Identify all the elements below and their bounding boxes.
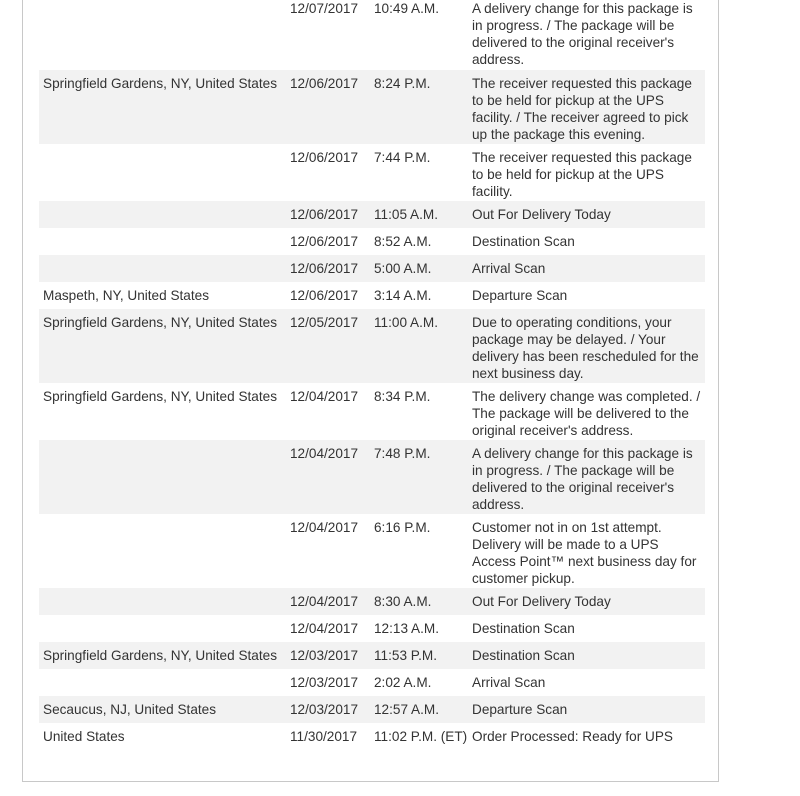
location-cell	[39, 588, 286, 615]
activity-cell: Order Processed: Ready for UPS	[472, 729, 673, 744]
location-cell: Springfield Gardens, NY, United States	[39, 70, 286, 144]
time-cell: 11:53 P.M.	[370, 642, 468, 669]
activity-cell: Arrival Scan	[468, 255, 705, 282]
date-cell: 12/04/2017	[290, 389, 359, 404]
location-cell	[39, 514, 286, 588]
date-cell: 12/03/2017	[286, 696, 370, 723]
date-cell: 12/04/2017	[290, 520, 359, 535]
date-cell: 12/06/2017	[286, 201, 370, 228]
activity-cell: Destination Scan	[472, 621, 575, 636]
date-cell: 12/06/2017	[286, 255, 370, 282]
time-cell: 11:05 A.M.	[370, 201, 468, 228]
activity-cell: The receiver requested this package to be held for pickup at the UPS facility.	[472, 150, 692, 199]
activity-cell: The delivery change was completed. / The package will be delivered to the original receiver's address.	[472, 389, 701, 438]
location-cell: Springfield Gardens, NY, United States	[39, 309, 286, 383]
activity-cell: Departure Scan	[472, 288, 568, 303]
table-row	[39, 0, 705, 70]
shipment-progress-table	[39, 0, 705, 750]
activity-cell: Destination Scan	[472, 234, 575, 249]
activity-cell: A delivery change for this package is in progress. / The package will be delivered to the original receiver's address.	[468, 440, 705, 514]
time-cell: 8:34 P.M.	[374, 389, 431, 404]
table-row	[39, 228, 705, 255]
date-cell: 12/03/2017	[290, 675, 359, 690]
activity-cell: Out For Delivery Today	[468, 588, 705, 615]
time-cell: 12:13 A.M.	[374, 621, 439, 636]
activity-cell: Departure Scan	[468, 696, 705, 723]
location-cell	[39, 615, 286, 642]
location-cell	[39, 440, 286, 514]
location-cell	[39, 144, 286, 201]
time-cell: 6:16 P.M.	[374, 520, 431, 535]
table-row	[39, 723, 705, 750]
date-cell: 12/04/2017	[290, 621, 359, 636]
date-cell: 12/04/2017	[286, 588, 370, 615]
date-cell: 12/06/2017	[290, 234, 359, 249]
date-cell: 12/04/2017	[286, 440, 370, 514]
location-cell	[39, 669, 286, 696]
location-cell	[39, 0, 286, 70]
time-cell: 7:48 P.M.	[370, 440, 468, 514]
date-cell: 12/05/2017	[286, 309, 370, 383]
activity-cell: Arrival Scan	[472, 675, 546, 690]
table-row	[39, 696, 705, 723]
date-cell: 12/06/2017	[290, 150, 359, 165]
table-row	[39, 309, 705, 383]
activity-cell: Customer not in on 1st attempt. Delivery will be made to a UPS Access Point™ next business day for customer pickup.	[472, 520, 697, 586]
time-cell: 8:52 A.M.	[374, 234, 432, 249]
date-cell: 12/06/2017	[290, 288, 359, 303]
time-cell: 11:02 P.M. (ET)	[374, 729, 468, 744]
table-row	[39, 70, 705, 144]
table-row	[39, 642, 705, 669]
location-cell: Secaucus, NJ, United States	[39, 696, 286, 723]
location-cell: United States	[43, 729, 125, 744]
date-cell: 12/03/2017	[286, 642, 370, 669]
time-cell: 11:00 A.M.	[370, 309, 468, 383]
table-row	[39, 615, 705, 642]
location-cell	[39, 228, 286, 255]
time-cell: 8:30 A.M.	[370, 588, 468, 615]
time-cell: 2:02 A.M.	[374, 675, 432, 690]
table-row	[39, 383, 705, 440]
time-cell: 7:44 P.M.	[374, 150, 431, 165]
activity-cell: Due to operating conditions, your package may be delayed. / Your delivery has been rescheduled for the next business day.	[468, 309, 705, 383]
activity-cell: A delivery change for this package is in progress. / The package will be delivered to the original receiver's address.	[472, 1, 693, 67]
time-cell: 10:49 A.M.	[374, 1, 439, 16]
date-cell: 12/07/2017	[290, 1, 359, 16]
time-cell: 3:14 A.M.	[374, 288, 432, 303]
time-cell: 8:24 P.M.	[370, 70, 468, 144]
time-cell: 5:00 A.M.	[370, 255, 468, 282]
time-cell: 12:57 A.M.	[370, 696, 468, 723]
table-row	[39, 282, 705, 309]
activity-cell: Destination Scan	[468, 642, 705, 669]
date-cell: 12/06/2017	[286, 70, 370, 144]
location-cell: Springfield Gardens, NY, United States	[43, 389, 277, 404]
date-cell: 11/30/2017	[290, 729, 358, 744]
table-row	[39, 144, 705, 201]
location-cell	[39, 201, 286, 228]
activity-cell: The receiver requested this package to be held for pickup at the UPS facility. / The receiver agreed to pick up the package this evening.	[468, 70, 705, 144]
location-cell: Springfield Gardens, NY, United States	[39, 642, 286, 669]
table-row	[39, 440, 705, 514]
table-row	[39, 514, 705, 588]
table-row	[39, 255, 705, 282]
shipment-progress-panel	[22, 0, 719, 782]
table-row	[39, 201, 705, 228]
table-row	[39, 669, 705, 696]
location-cell	[39, 255, 286, 282]
location-cell: Maspeth, NY, United States	[43, 288, 209, 303]
activity-cell: Out For Delivery Today	[468, 201, 705, 228]
table-row	[39, 588, 705, 615]
